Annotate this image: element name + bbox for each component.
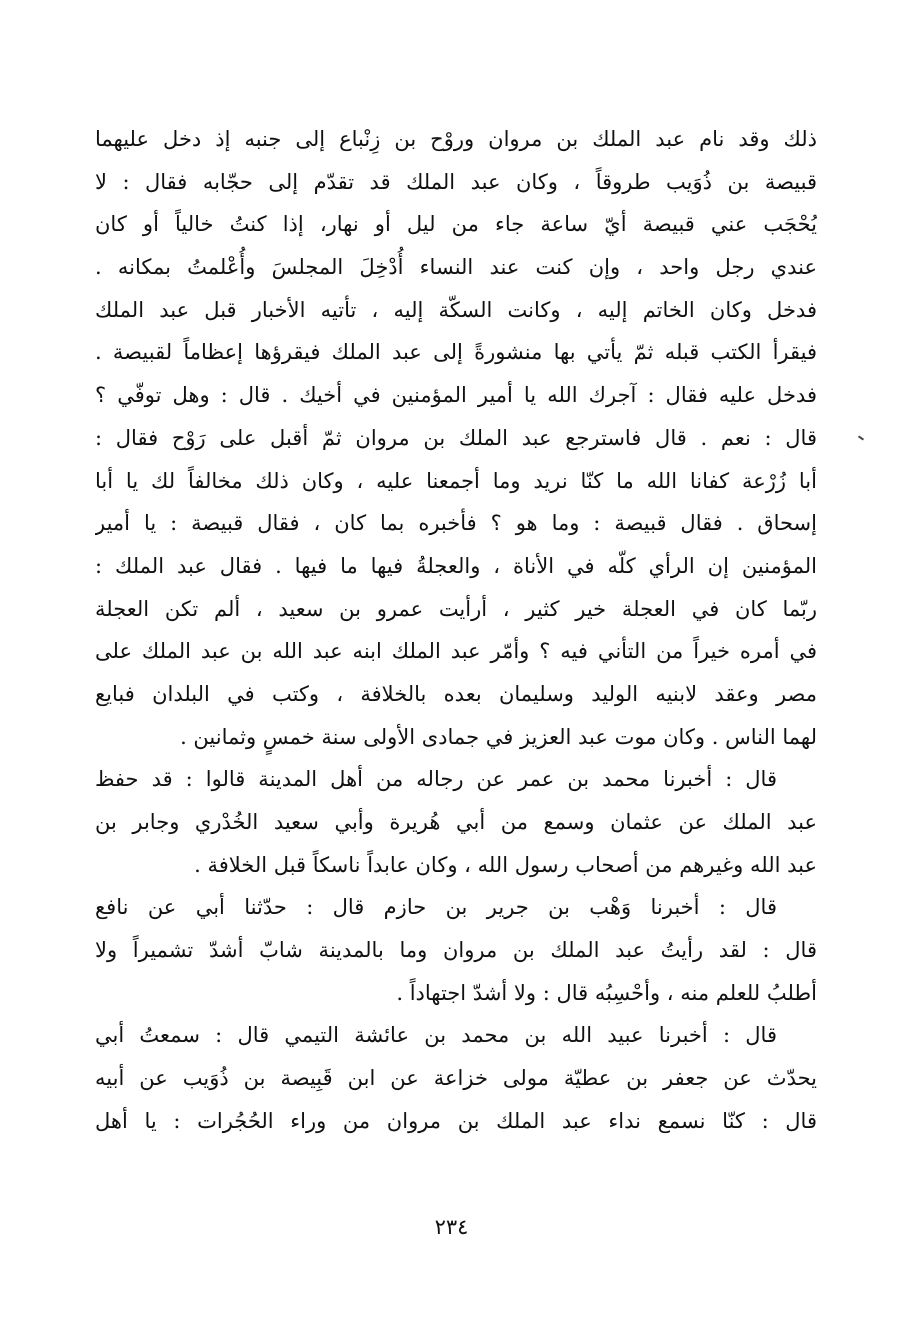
text-line: قال : أخبرنا عبيد الله بن محمد بن عائشة التيمي قال : سمعتُ أبي — [95, 1023, 777, 1048]
text-line: في أمره خيراً من التأني فيه ؟ وأمّر عبد الملك ابنه عبد الله بن عبد الملك على — [95, 639, 817, 664]
main-text — [95, 118, 817, 1143]
page-number: ٢٣٤ — [434, 1215, 469, 1239]
text-line: مصر وعقد لابنيه الوليد وسليمان بعده بالخلافة ، وكتب في البلدان فبايع — [95, 681, 817, 706]
text-line: ربّما كان في العجلة خير كثير ، أرأيت عمرو بن سعيد ، ألم تكن العجلة — [95, 596, 817, 621]
text-line: قال : كنّا نسمع نداء عبد الملك بن مروان من وراء الحُجُرات : يا أهل — [95, 1108, 817, 1133]
text-line: ذلك وقد نام عبد الملك بن مروان وروْح بن زِنْباع إلى جنبه إذ دخل عليهما — [95, 127, 817, 151]
text-line: فدخل وكان الخاتم إليه ، وكانت السكّة إليه ، تأتيه الأخبار قبل عبد الملك — [95, 297, 817, 322]
text-line: لهما الناس . وكان موت عبد العزيز في جمادى الأولى سنة خمسٍ وثمانين . — [180, 724, 817, 749]
text-line: فدخل عليه فقال : آجرك الله يا أمير المؤمنين في أخيك . قال : وهل توفّي ؟ — [95, 383, 817, 408]
text-line: قبيصة بن ذُوَيب طروقاً ، وكان عبد الملك قد تقدّم إلى حجّابه فقال : لا — [95, 169, 817, 194]
text-line: يُحْجَب عني قبيصة أيّ ساعة جاء من ليل أو نهار، إذا كنتُ خالياً أو كان — [95, 212, 817, 237]
text-line: يحدّث عن جعفر بن عطيّة مولى خزاعة عن ابن قَبِيصة بن ذُوَيب عن أبيه — [95, 1066, 817, 1091]
text-line: قال : لقد رأيتُ عبد الملك بن مروان وما بالمدينة شابّ أشدّ تشميراً ولا — [95, 938, 817, 963]
text-line: المؤمنين إن الرأي كلّه في الأناة ، والعجلةُ فيها ما فيها . فقال عبد الملك : — [95, 553, 817, 578]
text-line: قال : أخبرنا محمد بن عمر عن رجاله من أهل المدينة قالوا : قد حفظ — [95, 767, 777, 792]
text-line: عبد الملك عن عثمان وسمع من أبي هُريرة وأبي سعيد الخُدْري وجابر بن — [95, 810, 817, 834]
text-line: أطلبُ للعلم منه ، وأحْسِبُه قال : ولا أشدّ اجتهاداً . — [396, 980, 817, 1005]
text-line: قال : أخبرنا وَهْب بن جرير بن حازم قال : حدّثنا أبي عن نافع — [95, 895, 777, 920]
stray-mark — [858, 435, 864, 440]
text-line: إسحاق . فقال قبيصة : وما هو ؟ فأخبره بما كان ، فقال قبيصة : يا أمير — [95, 511, 817, 536]
text-line: عبد الله وغيرهم من أصحاب رسول الله ، وكان عابداً ناسكاً قبل الخلافة . — [194, 852, 817, 877]
text-line: أبا زُرْعة كفانا الله ما كنّا نريد وما أجمعنا عليه ، وكان ذلك مخالفاً لك يا أبا — [95, 468, 817, 493]
text-line: عندي رجل واحد ، وإن كنت عند النساء أُدْخِلَ المجلسَ وأُعْلمتُ بمكانه . — [95, 255, 817, 280]
text-line: قال : نعم . قال فاسترجع عبد الملك بن مروان ثمّ أقبل على رَوْح فقال : — [95, 425, 817, 450]
text-line: فيقرأ الكتب قبله ثمّ يأتي بها منشورةً إلى عبد الملك فيقرؤها إعظاماً لقبيصة . — [95, 340, 817, 365]
